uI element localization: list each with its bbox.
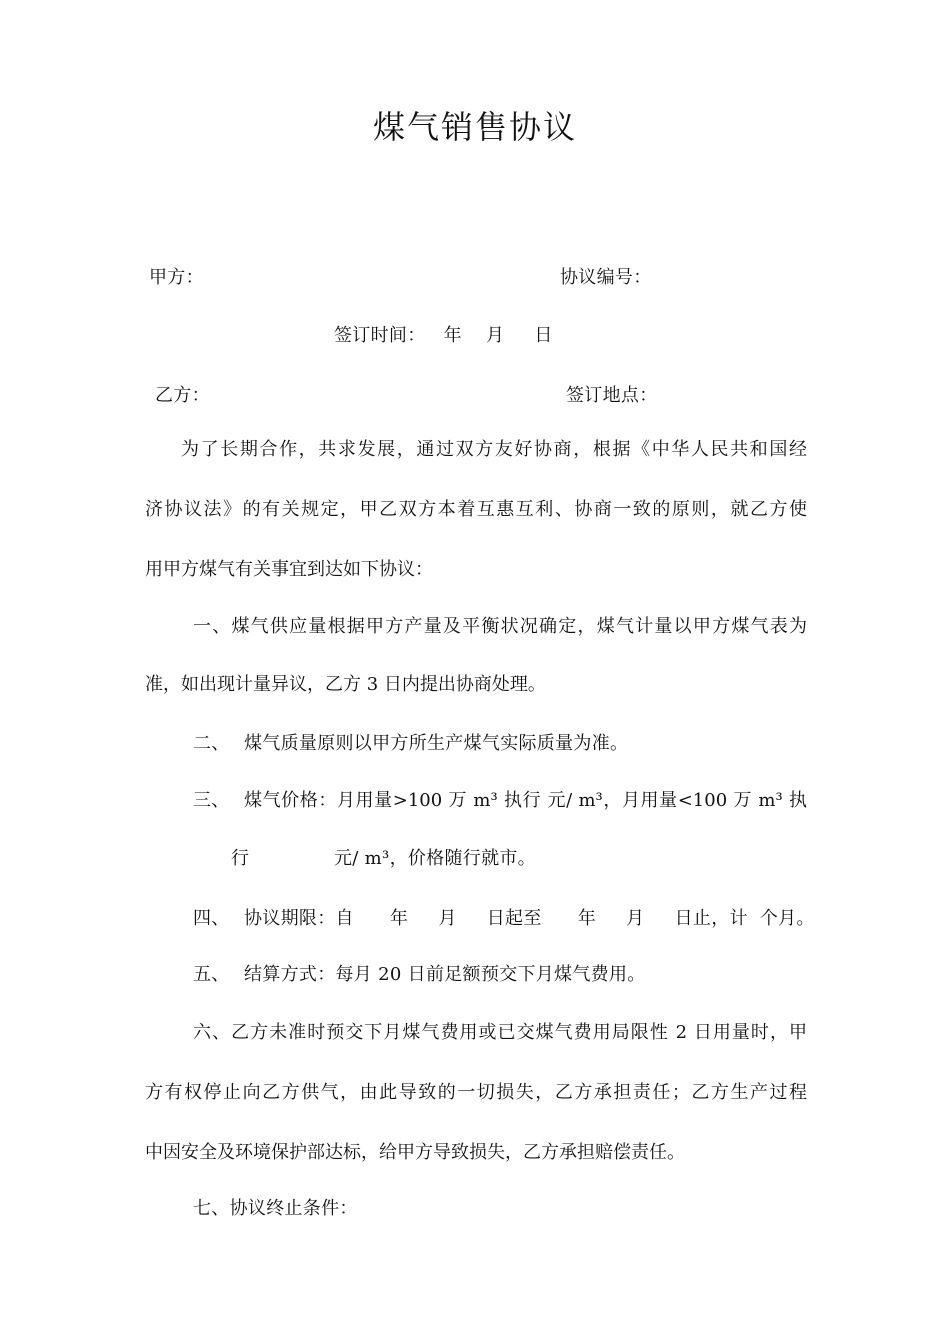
- clause-3-number: 三、: [193, 790, 230, 811]
- clause-3-line-2a: 行: [231, 848, 250, 869]
- clause-7-line-1: 七、协议终止条件：: [193, 1198, 358, 1219]
- intro-line-2: 济协议法》的有关规定，甲乙双方本着互惠互利、协商一致的原则，就乙方使: [145, 499, 807, 520]
- clause-2-number: 二、: [193, 733, 230, 754]
- agreement-number-label: 协议编号：: [560, 267, 652, 288]
- intro-line-3: 用甲方煤气有关事宜到达如下协议：: [145, 559, 433, 580]
- sign-place-label: 签订地点：: [566, 385, 658, 406]
- clause-6-line-2: 方有权停止向乙方供气，由此导致的一切损失，乙方承担责任；乙方生产过程: [145, 1082, 807, 1103]
- party-b-label: 乙方：: [155, 385, 210, 406]
- clause-6-line-1: 六、乙方未准时预交下月煤气费用或已交煤气费用局限性 2 日用量时，甲: [193, 1022, 807, 1043]
- clause-5-text: 结算方式：每月 20 日前足额预交下月煤气费用。: [244, 964, 646, 985]
- document-title: 煤气销售协议: [372, 108, 577, 146]
- clause-4-text: 协议期限：自 年 月 日起至 年 月 日止，计 个月。: [244, 908, 815, 929]
- clause-1-line-2: 准，如出现计量异议，乙方 3 日内提出协商处理。: [145, 674, 546, 695]
- clause-1-line-1: 一、煤气供应量根据甲方产量及平衡状况确定，煤气计量以甲方煤气表为: [193, 616, 807, 637]
- clause-3-line-2b: 元/ m³，价格随行就市。: [334, 848, 536, 869]
- clause-3-line-1: 煤气价格：月用量>100 万 m³ 执行 元/ m³，月用量<100 万 m³ 执: [244, 790, 807, 811]
- intro-line-1: 为了长期合作，共求发展，通过双方友好协商，根据《中华人民共和国经: [181, 439, 807, 460]
- party-a-label: 甲方：: [149, 267, 204, 288]
- sign-time-label: 签订时间： 年 月 日: [334, 325, 553, 346]
- clause-6-line-3: 中因安全及环境保护部达标，给甲方导致损失，乙方承担赔偿责任。: [145, 1142, 685, 1163]
- clause-2-text: 煤气质量原则以甲方所生产煤气实际质量为准。: [244, 733, 629, 754]
- clause-4-number: 四、: [193, 908, 230, 929]
- clause-5-number: 五、: [193, 964, 230, 985]
